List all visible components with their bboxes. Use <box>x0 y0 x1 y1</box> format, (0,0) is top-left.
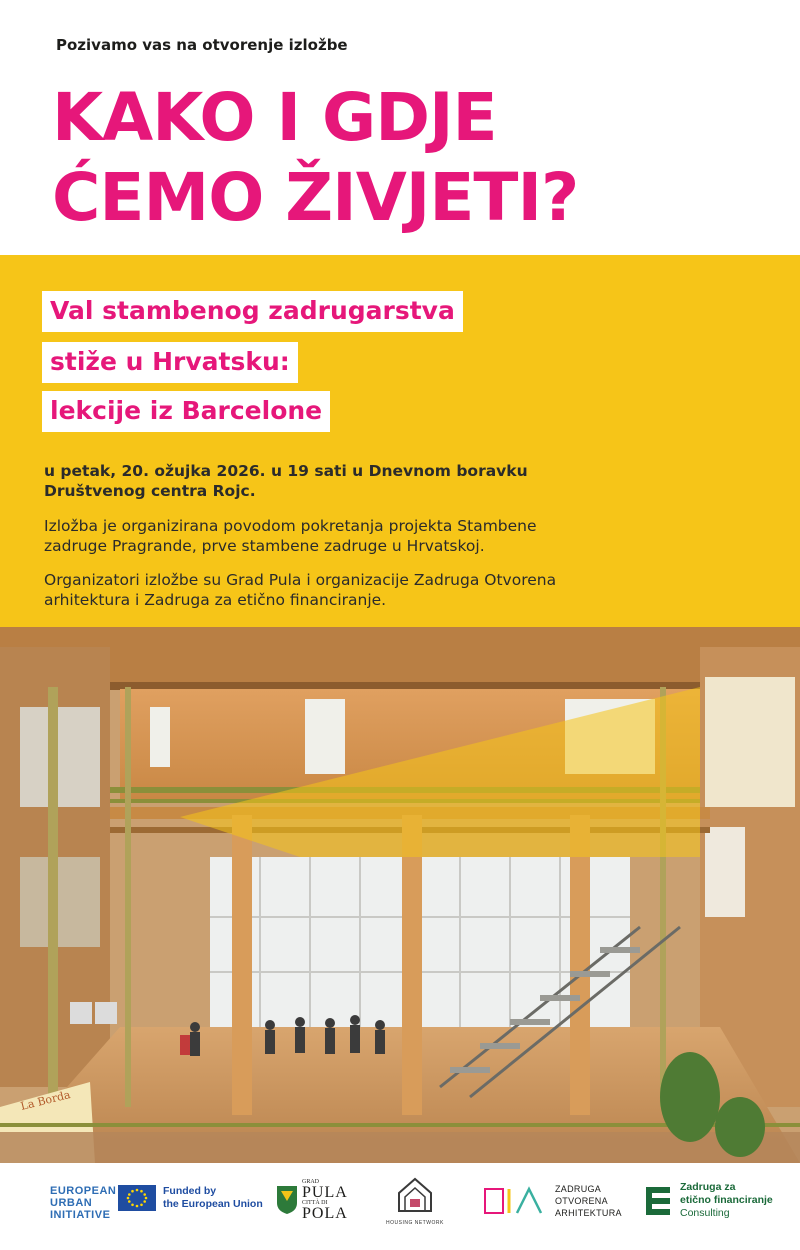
event-date <box>44 461 684 501</box>
pula-shield-icon <box>276 1185 298 1215</box>
organizers-line-2: arhitektura i Zadruga za etično financiranje. <box>44 591 387 609</box>
description-paragraph <box>44 516 764 556</box>
headline-line-2: ĆEMO ŽIVJETI? <box>52 159 579 236</box>
zoa-line-3: ARHITEKTURA <box>555 1208 622 1218</box>
photo-banner-text: La Borda <box>19 1088 72 1113</box>
headline-line-1: KAKO I GDJE <box>52 79 497 156</box>
eu-funding-text <box>163 1185 263 1211</box>
housing-network-text: HOUSING NETWORK <box>386 1220 444 1226</box>
zef-line-3: Consulting <box>680 1207 730 1219</box>
eu-flag-icon <box>118 1185 156 1211</box>
housing-network-logo <box>386 1175 444 1226</box>
atrium-illustration <box>0 627 800 1163</box>
zoa-mark-icon <box>483 1186 547 1216</box>
pula-grad: GRAD <box>302 1179 320 1185</box>
eui-line-1: EUROPEAN <box>50 1185 117 1197</box>
description-line-2: zadruge Pragrande, prve stambene zadruge u Hrvatskoj. <box>44 537 485 555</box>
eu-funding-line-2: the European Union <box>163 1198 263 1210</box>
zef-line-2: etično financiranje <box>680 1194 773 1206</box>
pula-citta: CITTÀ DI <box>302 1200 328 1206</box>
subtitle-line-3: lekcije iz Barcelone <box>42 391 330 432</box>
organizers-line-1: Organizatori izložbe su Grad Pula i organizacije Zadruga Otvorena <box>44 571 557 589</box>
event-date-line-1: u petak, 20. ožujka 2026. u 19 sati u Dnevnom boravku <box>44 462 528 480</box>
subtitle-line-1: Val stambenog zadrugarstva <box>42 291 463 332</box>
pola-name: POLA <box>302 1205 348 1222</box>
house-icon <box>395 1175 435 1215</box>
zef-text <box>680 1181 773 1220</box>
zadruga-eticno-financiranje-logo <box>644 1181 773 1220</box>
eui-line-2: URBAN <box>50 1197 93 1209</box>
grad-pula-logo <box>276 1179 348 1221</box>
eu-funding-line-1: Funded by <box>163 1185 217 1197</box>
zef-line-1: Zadruga za <box>680 1181 736 1193</box>
pula-name: PULA <box>302 1184 348 1201</box>
pula-text <box>302 1179 348 1221</box>
european-urban-initiative-logo <box>50 1185 116 1221</box>
event-date-line-2: Društvenog centra Rojc. <box>44 482 256 500</box>
description-line-1: Izložba je organizirana povodom pokretanja projekta Stambene <box>44 517 537 535</box>
subtitle-line-2: stiže u Hrvatsku: <box>42 342 298 383</box>
zoa-text <box>555 1183 622 1219</box>
headline <box>52 78 578 238</box>
organizers-paragraph <box>44 570 764 610</box>
building-photo <box>0 627 800 1163</box>
zef-mark-icon <box>644 1185 672 1217</box>
eui-line-3: INITIATIVE <box>50 1209 111 1221</box>
zoa-line-2: OTVORENA <box>555 1196 608 1206</box>
footer-logos <box>0 1163 800 1250</box>
eu-funding-logo <box>118 1185 263 1211</box>
invite-text: Pozivamo vas na otvorenje izložbe <box>56 36 348 54</box>
zadruga-otvorena-arhitektura-logo <box>483 1183 622 1219</box>
zoa-line-1: ZADRUGA <box>555 1184 602 1194</box>
